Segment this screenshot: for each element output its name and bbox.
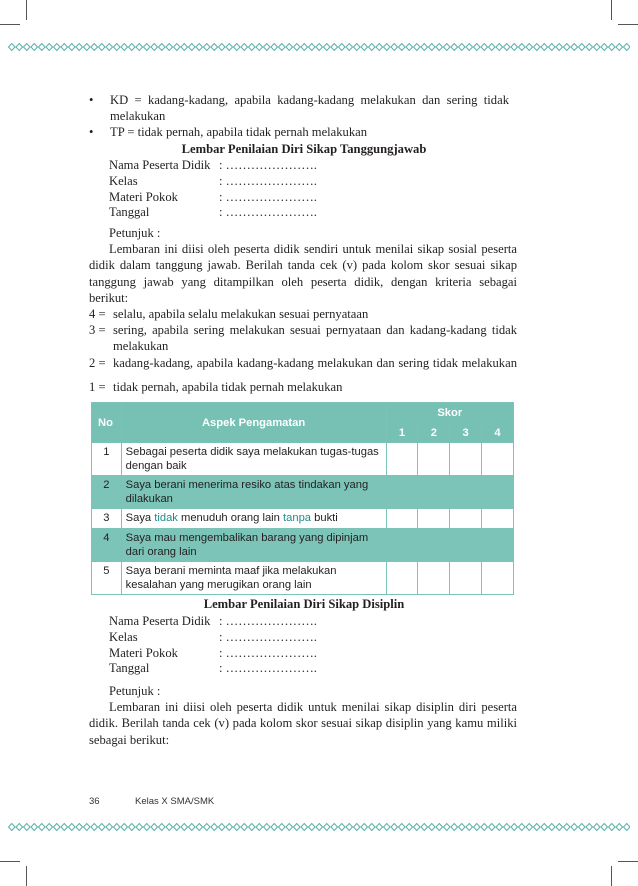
table-row: 2 Saya berani menerima resiko atas tindakan yang dilakukan [92, 476, 514, 509]
instruction-paragraph: Lembaran ini diisi oleh peserta didik sendiri untuk menilai sikap sosial peserta didik dalam tanggung jawab. Berilah tanda cek (v) pada kolom skor sesuai sikap tanggung jawab yang ditampilkan oleh peserta didik, dengan kriteria sebagai berikut: [89, 242, 517, 306]
table-row: 1 Sebagai peserta didik saya melakukan tugas-tugas dengan baik [92, 443, 514, 476]
score-cell[interactable] [418, 509, 450, 529]
skor-3-header: 3 [450, 423, 482, 443]
bullet-text: TP = tidak pernah, apabila tidak pernah melakukan [110, 125, 368, 139]
score-cell[interactable] [386, 528, 418, 561]
field-row: Kelas : …………………. [109, 173, 317, 188]
score-cell[interactable] [418, 562, 450, 595]
field-row: Nama Peserta Didik : …………………. [109, 158, 317, 172]
book-title: Kelas X SMA/SMK [135, 796, 215, 807]
score-cell[interactable] [482, 509, 514, 529]
aspek-text: Saya tidak menuduh orang lain tanpa bukti [121, 509, 386, 529]
form-title: Lembar Penilaian Diri Sikap Tanggungjawab [181, 142, 427, 156]
crop-mark [26, 866, 27, 886]
criteria-item: 1 = tidak pernah, apabila tidak pernah melakukan [89, 380, 343, 394]
score-cell[interactable] [418, 528, 450, 561]
crop-mark [618, 861, 638, 862]
table-row: 3 Saya tidak menuduh orang lain tanpa bukti [92, 509, 514, 529]
crop-mark [618, 24, 638, 25]
score-cell[interactable] [418, 476, 450, 509]
field-row: Tanggal : …………………. [109, 205, 317, 220]
field-row: Tanggal : …………………. [109, 661, 317, 676]
identity-fields [109, 614, 317, 677]
score-cell[interactable] [386, 509, 418, 529]
petunjuk-label: Petunjuk : [109, 226, 161, 240]
score-cell[interactable] [450, 443, 482, 476]
score-cell[interactable] [418, 443, 450, 476]
col-header-no: No [92, 403, 122, 443]
page-number: 36 [89, 796, 100, 807]
field-row: Kelas : …………………. [109, 629, 317, 644]
top-decorative-border [8, 42, 630, 52]
col-header-aspek: Aspek Pengamatan [121, 403, 386, 443]
score-cell[interactable] [386, 562, 418, 595]
table-row: 4 Saya mau mengembalikan barang yang dipinjam dari orang lain [92, 528, 514, 561]
criteria-item: 3 = sering, apabila sering melakukan sesuai pernyataan dan kadang-kadang tidak melakukan [89, 323, 517, 354]
score-cell[interactable] [482, 443, 514, 476]
petunjuk-label: Petunjuk : [109, 684, 161, 698]
skor-2-header: 2 [418, 423, 450, 443]
skor-1-header: 1 [386, 423, 418, 443]
criteria-item: 4 = selalu, apabila selalu melakukan sesuai pernyataan [89, 307, 369, 321]
criteria-item: 2 = kadang-kadang, apabila kadang-kadang melakukan dan sering tidak melakukan [89, 356, 517, 370]
bullet-text: KD = kadang-kadang, apabila kadang-kadang melakukan dan sering tidak melakukan [110, 93, 509, 124]
field-row: Materi Pokok : …………………. [109, 645, 317, 660]
crop-mark [0, 861, 20, 862]
col-header-skor: Skor [386, 403, 513, 423]
score-cell[interactable] [450, 562, 482, 595]
crop-mark [611, 866, 612, 886]
field-row: Materi Pokok : …………………. [109, 189, 317, 204]
score-cell[interactable] [386, 443, 418, 476]
crop-mark [26, 0, 27, 20]
score-cell[interactable] [482, 476, 514, 509]
score-table [91, 402, 514, 595]
identity-fields [109, 158, 317, 221]
form-title: Lembar Penilaian Diri Sikap Disiplin [203, 597, 405, 611]
score-cell[interactable] [482, 528, 514, 561]
crop-mark [0, 24, 20, 25]
instruction-paragraph: Lembaran ini diisi oleh peserta didik untuk menilai sikap disiplin diri peserta didik. Berilah tanda cek (v) pada kolom skor sesuai sikap disiplin yang kamu miliki sebagai berikut: [89, 700, 517, 747]
field-row: Nama Peserta Didik : …………………. [109, 614, 317, 628]
skor-4-header: 4 [482, 423, 514, 443]
score-cell[interactable] [482, 562, 514, 595]
bullet-item: • TP = tidak pernah, apabila tidak pernah melakukan [89, 124, 509, 140]
bottom-decorative-border [8, 822, 630, 832]
crop-mark [611, 0, 612, 20]
score-cell[interactable] [450, 476, 482, 509]
table-row: 5 Saya berani meminta maaf jika melakukan kesalahan yang merugikan orang lain [92, 562, 514, 595]
score-cell[interactable] [450, 509, 482, 529]
score-cell[interactable] [450, 528, 482, 561]
score-cell[interactable] [386, 476, 418, 509]
bullet-item: • KD = kadang-kadang, apabila kadang-kadang melakukan dan sering tidak melakukan [89, 93, 509, 124]
